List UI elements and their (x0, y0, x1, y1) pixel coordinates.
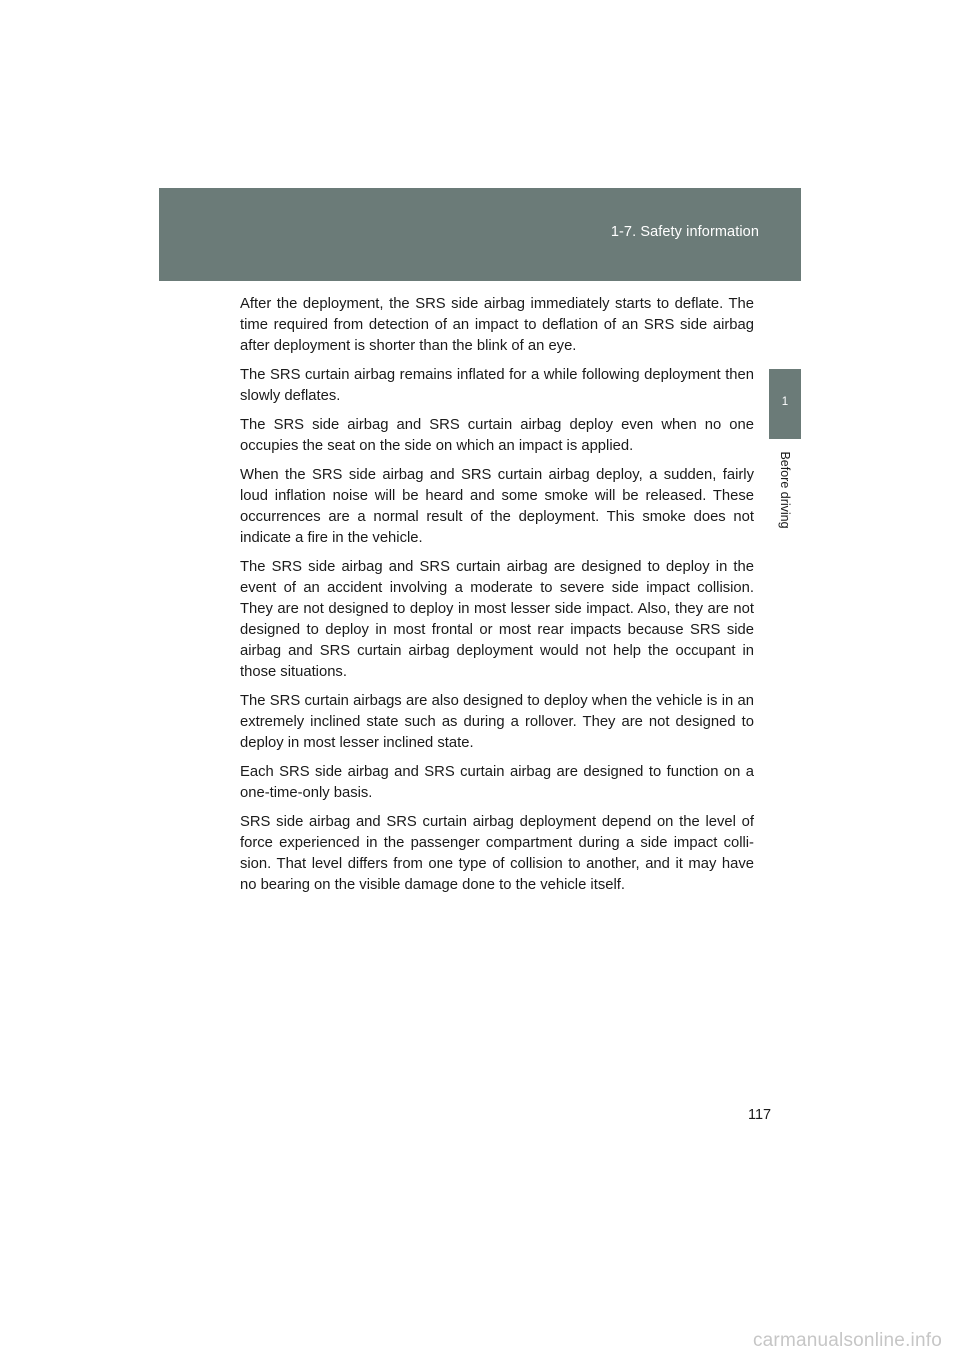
paragraph: The SRS side airbag and SRS curtain airbag deploy even when no one occupies the seat on the side on which an impact is applied. (240, 417, 754, 454)
paragraph: When the SRS side airbag and SRS curtain airbag deploy, a sudden, fairly loud inflation noise will be heard and some smoke will be released. These occurrences are a normal result of the deployment. This smoke does not indicate a fire in the vehicle. (240, 467, 754, 546)
paragraph: The SRS curtain airbag remains inflated for a while following deployment then slowly deflates. (240, 367, 754, 404)
body-text (240, 294, 754, 904)
paragraph: The SRS curtain airbags are also designed to deploy when the vehicle is in an extremely inclined state such as during a rollover. They are not designed to deploy in most lesser inclined state. (240, 693, 754, 751)
watermark: carmanualsonline.info (752, 1330, 942, 1351)
chapter-tab (769, 369, 801, 439)
paragraph: The SRS side airbag and SRS curtain airbag are designed to deploy in the event of an accident involving a moderate to severe side impact collision. They are not designed to deploy in most lesser side impact. Also, they are not designed to deploy in most frontal or most rear impacts because SRS side airbag and SRS curtain airbag deployment would not help the occupant in those situations. (240, 559, 754, 680)
section-header-bar (159, 188, 801, 281)
chapter-label: Before driving (778, 451, 792, 529)
chapter-number: 1 (781, 396, 789, 408)
paragraph: After the deployment, the SRS side airbag immediately starts to deflate. The time required from detection of an impact to deflation of an SRS side airbag after deployment is shorter than the blink of an eye. (240, 296, 754, 354)
paragraph: Each SRS side airbag and SRS curtain airbag are designed to function on a one-time-only basis. (240, 764, 754, 801)
paragraph: SRS side airbag and SRS curtain airbag deployment depend on the level of force experienced in the passenger compartment during a side impact colli-sion. That level differs from one type of collision to another, and it may have no bearing on the visible damage done to the vehicle itself. (240, 814, 754, 893)
page-number: 117 (748, 1107, 772, 1123)
section-title: 1-7. Safety information (610, 224, 759, 240)
